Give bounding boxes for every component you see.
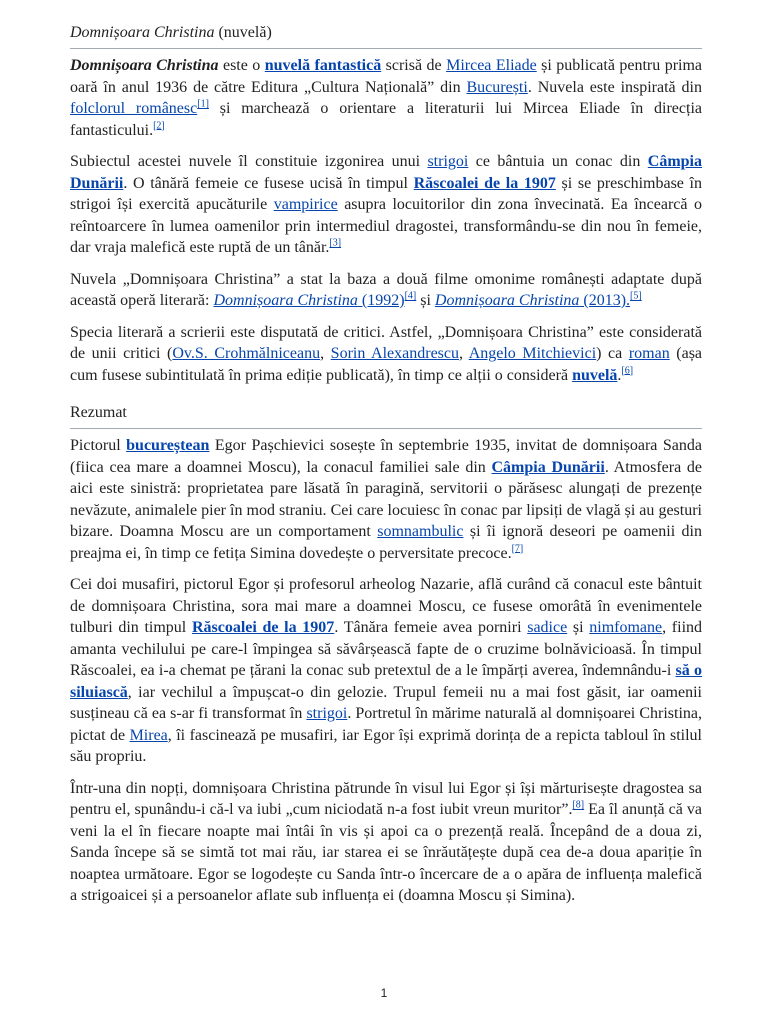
link-mircea-eliade[interactable]: Mircea Eliade xyxy=(446,57,537,74)
link-strigoi[interactable]: strigoi xyxy=(427,153,469,170)
film-year-2013[interactable]: (2013). xyxy=(579,292,631,309)
paragraph-summary-2: Cei doi musafiri, pictorul Egor și profesorul arheolog Nazarie, află curând că conacul este bântuit de domnișoara Christina, sora mai mare a doamnei Moscu, ce fusese omorâtă în evenimentele tulburi din timpul Răscoalei de la 1907. Tânăra femeie avea porniri sadice și nimfomane, fiind amanta vechilului pe care-l împingea să săvârșească fapte de o cruzime bolnăvicioasă. În timpul Răscoalei, ea i-a chemat pe țărani la conac sub pretextul de a le împărți averea, îndemnându-i să o siluiască, iar vechilul a împușcat-o din gelozie. Trupul femeii nu a mai fost găsit, iar oamenii susțineau că ea s-ar fi transformat în strigoi. Portretul în mărime naturală al domnișoarei Christina, pictat de Mirea, îi fascinează pe musafiri, iar Egor își exprimă dorința de a repicta tabloul în stilul său propriu. xyxy=(70,576,703,765)
reference-4[interactable]: [4] xyxy=(404,290,417,302)
link-mirea[interactable]: Mirea xyxy=(129,726,168,744)
paragraph-summary-1: Pictorul bucureștean Egor Pașchievici sosește în septembrie 1935, invitat de domnișoara Sanda (fiica cea mare a doamnei Moscu), la conacul familiei sale din Câmpia Dunării. Atmosfera de aici este sinistră: proprietatea pare lăsată în paragină, servitorii o părăsesc alungați de prezențe nevăzute, animalele pier în mod straniu. Cei care locuiesc în conac par lipsiți de vlagă și au gesturi bizare. Doamna Moscu are un comportament somnambulic și îi ignoră deseori pe oamenii din preajma ei, în timp ce fetița Simina dovedește o perversitate precoce.[7] xyxy=(70,437,703,562)
paragraph-summary-3: Într-una din nopți, domnișoara Christina pătrunde în visul lui Egor și își mărturisește dragostea sa pentru el, spunându-i că-l va iubi „cum niciodată n-a fost iubit vreun muritor”.[8] Ea îl anunță că va veni la el în fiecare noapte mai întâi în vis și apoi ca o prezență reală. Începând de a doua zi, Sanda începe să se simtă tot mai rău, iar starea ei se înrăutățește după cea de-a doua apariție în noaptea următoare. Egor se logodește cu Sanda într-o încercare de a o apăra de influența malefică a strigoaicei și a persoanelor aflate sub influența ei (doamna Moscu și Simina). xyxy=(70,779,702,904)
page-number: 1 xyxy=(380,986,388,1000)
title-divider xyxy=(70,48,702,49)
link-bucuresti[interactable]: București xyxy=(466,78,528,96)
section-heading-rezumat: Rezumat xyxy=(70,404,127,421)
link-film-2013[interactable]: Domnișoara Christina xyxy=(434,292,580,309)
link-strigoi-2[interactable]: strigoi xyxy=(306,705,348,722)
link-rascoala-1907-2[interactable]: Răscoalei de la 1907 xyxy=(191,619,335,636)
link-roman[interactable]: roman xyxy=(628,345,670,362)
link-campia-dunarii[interactable]: Câmpia Dunării xyxy=(70,153,702,192)
paragraph-subject: Subiectul acestei nuvele îl constituie izgonirea unui strigoi ce bântuia un conac din Câmpia Dunării. O tânără femeie ce fusese ucisă în timpul Răscoalei de la 1907 și se preschimbase în strigoi își exercită apucăturile vampirice asupra locuitorilor din zona învecinată. Ea încearcă o reîntoarcere în lumea oamenilor prin intermediul dragostei, transformându-se din nou în femeie, dar vraja malefică este ruptă de un tânăr.[3] xyxy=(70,153,702,256)
link-crohmalniceanu[interactable]: Ov.S. Crohmălniceanu xyxy=(172,345,321,362)
link-sa-o-siluiasca[interactable]: să o siluiască xyxy=(70,662,702,701)
reference-8[interactable]: [8] xyxy=(572,799,585,811)
link-film-1992[interactable]: Domnișoara Christina xyxy=(213,292,358,309)
section-divider xyxy=(70,428,702,429)
page-title: Domnișoara Christina (nuvelă) xyxy=(70,24,272,41)
paragraph-genre: Specia literară a scrierii este disputată de critici. Astfel, „Domnișoara Christina” este considerată de unii critici (Ov.S. Crohmălniceanu, Sorin Alexandrescu, Angelo Mitchievici) ca roman (așa cum fusese subintitulată în prima ediție publicată), în timp ce alții o consideră nuvelă.[6] xyxy=(70,323,703,384)
link-sorin-alexandrescu[interactable]: Sorin Alexandrescu xyxy=(330,345,459,362)
reference-3[interactable]: [3] xyxy=(329,237,342,249)
reference-7[interactable]: [7] xyxy=(511,543,524,555)
link-folclorul-romanesc[interactable]: folclorul românesc xyxy=(70,100,198,117)
link-campia-dunarii-2[interactable]: Câmpia Dunării xyxy=(491,458,605,476)
link-angelo-mitchievici[interactable]: Angelo Mitchievici xyxy=(468,345,597,362)
document-page xyxy=(70,0,702,917)
paragraph-intro: Domnișoara Christina este o nuvelă fantastică scrisă de Mircea Eliade și publicată pentru prima oară în anul 1936 de către Editura „Cultura Națională” din București. Nuvela este inspirată din folclorul românesc[1] și marchează o orientare a literaturii lui Mircea Eliade în direcția fantasticului.[2] xyxy=(70,57,703,139)
link-vampirice[interactable]: vampirice xyxy=(273,196,338,213)
link-nuvela-fantastica[interactable]: nuvelă fantastică xyxy=(264,57,382,74)
reference-1[interactable]: [1] xyxy=(197,98,209,110)
link-nimfomane[interactable]: nimfomane xyxy=(589,619,663,636)
link-nuvela[interactable]: nuvelă xyxy=(572,366,618,384)
reference-2[interactable]: [2] xyxy=(153,120,165,132)
reference-5[interactable]: [5] xyxy=(630,290,642,302)
link-bucurestean[interactable]: bucureștean xyxy=(126,437,210,454)
link-rascoala-1907[interactable]: Răscoalei de la 1907 xyxy=(413,174,556,192)
film-year-1992[interactable]: (1992) xyxy=(357,292,405,309)
link-somnambulic[interactable]: somnambulic xyxy=(377,523,464,540)
reference-6[interactable]: [6] xyxy=(621,365,634,377)
paragraph-films: Nuvela „Domnișoara Christina” a stat la baza a două filme omonime românești adaptate după această operă literară: Domnișoara Christina (1992)[4] și Domnișoara Christina (2013).[5] xyxy=(70,270,702,309)
link-sadice[interactable]: sadice xyxy=(527,619,568,636)
